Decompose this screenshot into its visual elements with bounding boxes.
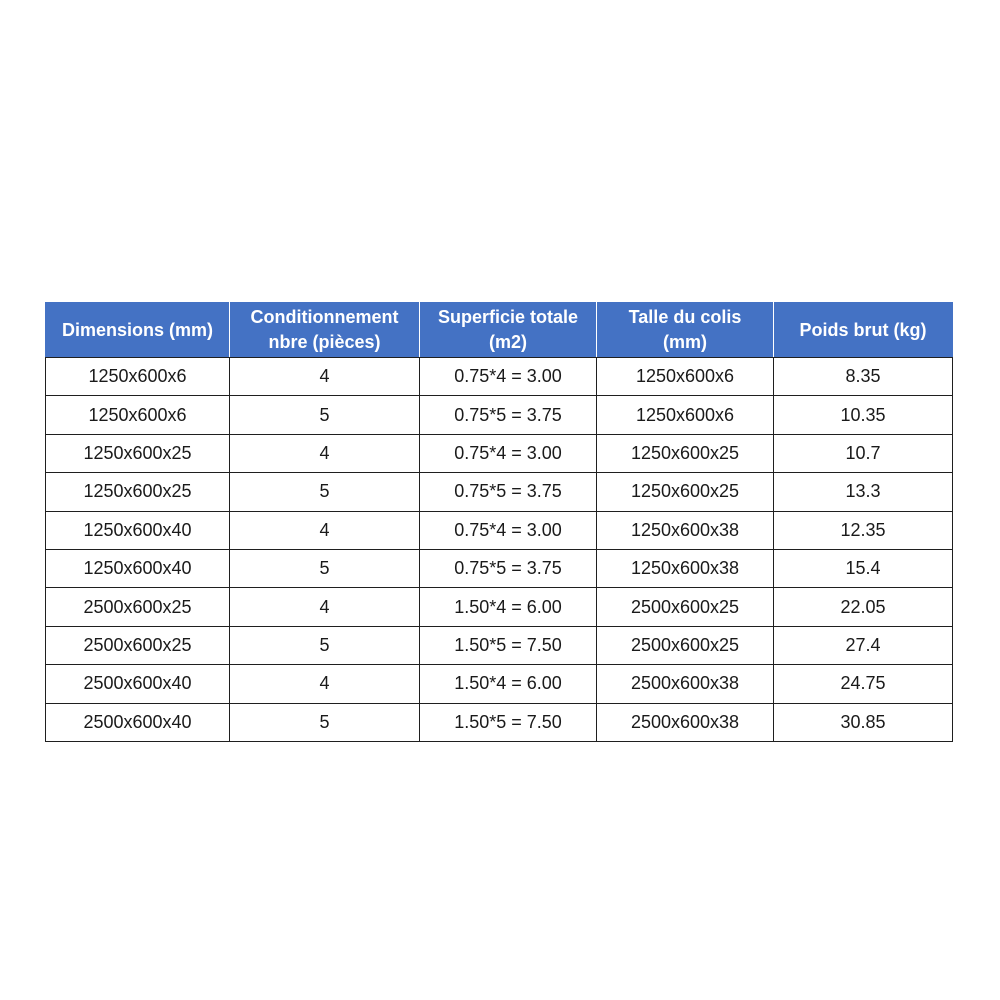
cell-total-area: 1.50*5 = 7.50 — [420, 626, 597, 664]
header-package-size — [597, 303, 774, 358]
header-packaging-count-line-1: Conditionnement — [250, 307, 399, 327]
header-dimensions-line-1: Dimensions (mm) — [61, 319, 214, 340]
cell-dimensions: 1250x600x6 — [46, 358, 230, 396]
cell-dimensions: 1250x600x25 — [46, 434, 230, 472]
cell-package-size: 2500x600x38 — [597, 665, 774, 703]
cell-packaging-count: 4 — [230, 665, 420, 703]
cell-package-size: 2500x600x25 — [597, 626, 774, 664]
header-total-area — [420, 303, 597, 358]
cell-packaging-count: 5 — [230, 703, 420, 741]
cell-total-area: 0.75*4 = 3.00 — [420, 434, 597, 472]
cell-packaging-count: 4 — [230, 588, 420, 626]
cell-gross-weight: 12.35 — [774, 511, 953, 549]
cell-packaging-count: 5 — [230, 626, 420, 664]
cell-package-size: 1250x600x25 — [597, 434, 774, 472]
cell-packaging-count: 5 — [230, 473, 420, 511]
table-header — [46, 303, 953, 358]
cell-gross-weight: 24.75 — [774, 665, 953, 703]
cell-total-area: 1.50*4 = 6.00 — [420, 665, 597, 703]
table-row — [46, 473, 953, 511]
header-gross-weight-line-1: Poids brut (kg) — [799, 319, 927, 340]
cell-package-size: 1250x600x25 — [597, 473, 774, 511]
cell-total-area: 1.50*4 = 6.00 — [420, 588, 597, 626]
cell-packaging-count: 4 — [230, 434, 420, 472]
cell-packaging-count: 5 — [230, 396, 420, 434]
cell-total-area: 0.75*5 = 3.75 — [420, 549, 597, 587]
cell-dimensions: 2500x600x25 — [46, 588, 230, 626]
cell-package-size: 1250x600x6 — [597, 396, 774, 434]
cell-dimensions: 2500x600x40 — [46, 703, 230, 741]
header-row — [46, 303, 953, 358]
cell-gross-weight: 15.4 — [774, 549, 953, 587]
cell-package-size: 1250x600x38 — [597, 549, 774, 587]
table-row — [46, 665, 953, 703]
cell-package-size: 1250x600x6 — [597, 358, 774, 396]
header-packaging-count — [230, 303, 420, 358]
cell-total-area: 0.75*5 = 3.75 — [420, 473, 597, 511]
table-row — [46, 703, 953, 741]
cell-package-size: 1250x600x38 — [597, 511, 774, 549]
cell-dimensions: 1250x600x6 — [46, 396, 230, 434]
cell-gross-weight: 10.35 — [774, 396, 953, 434]
table-row — [46, 358, 953, 396]
table-row — [46, 511, 953, 549]
cell-packaging-count: 4 — [230, 511, 420, 549]
cell-gross-weight: 13.3 — [774, 473, 953, 511]
cell-gross-weight: 10.7 — [774, 434, 953, 472]
cell-package-size: 2500x600x25 — [597, 588, 774, 626]
table-row — [46, 588, 953, 626]
cell-dimensions: 2500x600x40 — [46, 665, 230, 703]
cell-dimensions: 1250x600x25 — [46, 473, 230, 511]
cell-total-area: 0.75*4 = 3.00 — [420, 358, 597, 396]
header-dimensions — [46, 303, 230, 358]
cell-packaging-count: 5 — [230, 549, 420, 587]
cell-gross-weight: 30.85 — [774, 703, 953, 741]
cell-dimensions: 2500x600x25 — [46, 626, 230, 664]
cell-total-area: 0.75*5 = 3.75 — [420, 396, 597, 434]
header-package-size-line-1: Talle du colis — [628, 307, 742, 327]
table-row — [46, 396, 953, 434]
cell-packaging-count: 4 — [230, 358, 420, 396]
table-body — [46, 358, 953, 742]
cell-package-size: 2500x600x38 — [597, 703, 774, 741]
header-gross-weight — [774, 303, 953, 358]
specifications-table — [45, 302, 953, 742]
cell-total-area: 1.50*5 = 7.50 — [420, 703, 597, 741]
header-total-area-line-2: (m2) — [488, 332, 527, 352]
header-package-size-line-2: (mm) — [663, 332, 707, 352]
table-row — [46, 626, 953, 664]
cell-gross-weight: 22.05 — [774, 588, 953, 626]
cell-gross-weight: 27.4 — [774, 626, 953, 664]
cell-gross-weight: 8.35 — [774, 358, 953, 396]
header-packaging-count-line-2: nbre (pièces) — [268, 332, 381, 352]
cell-dimensions: 1250x600x40 — [46, 549, 230, 587]
cell-dimensions: 1250x600x40 — [46, 511, 230, 549]
header-total-area-line-1: Superficie totale — [437, 307, 579, 327]
table-row — [46, 549, 953, 587]
cell-total-area: 0.75*4 = 3.00 — [420, 511, 597, 549]
table-row — [46, 434, 953, 472]
